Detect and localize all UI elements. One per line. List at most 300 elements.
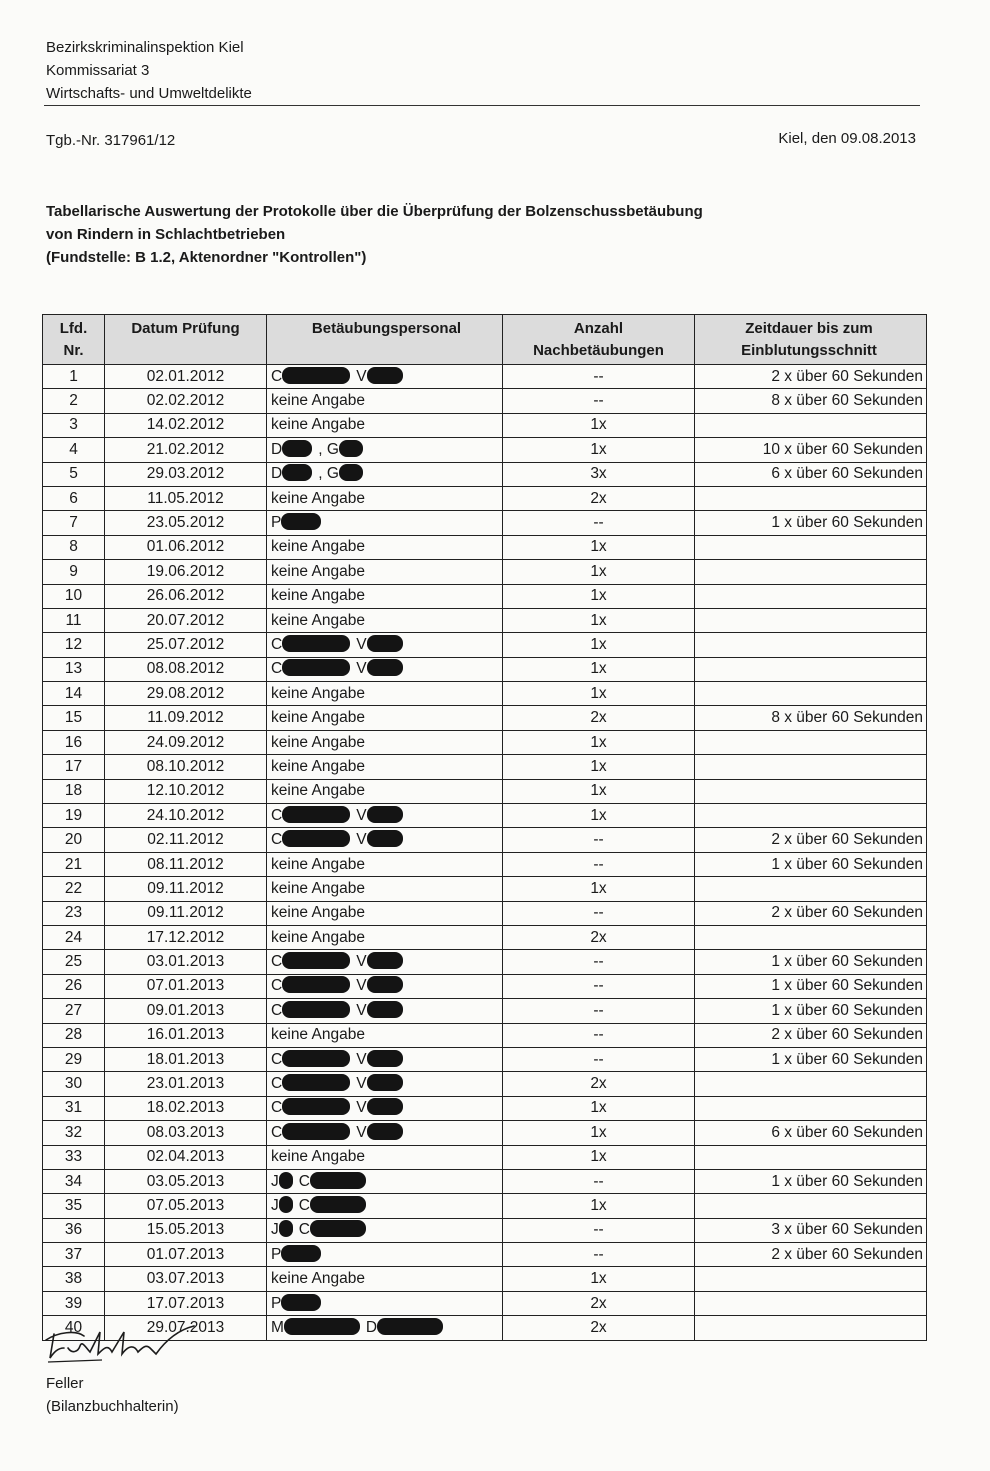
row-count: 1x (503, 1267, 695, 1291)
row-count: 2x (503, 1072, 695, 1096)
personnel-initial: C (271, 1099, 283, 1117)
row-number: 21 (43, 852, 105, 876)
personnel-initial: D (271, 465, 283, 483)
row-personnel (267, 1072, 503, 1096)
row-number: 25 (43, 950, 105, 974)
row-time: 3 x über 60 Sekunden (695, 1218, 927, 1242)
row-time: 10 x über 60 Sekunden (695, 438, 927, 462)
personnel-text: keine Angabe (271, 879, 365, 897)
row-count: -- (503, 511, 695, 535)
redaction-bar (367, 1074, 403, 1091)
table-row (43, 486, 927, 510)
personnel-initial: C (271, 953, 283, 971)
row-count: 2x (503, 486, 695, 510)
redaction-bar (367, 952, 403, 969)
row-number: 31 (43, 1096, 105, 1120)
personnel-initial: C (271, 367, 283, 385)
row-count: 1x (503, 755, 695, 779)
table-row (43, 1169, 927, 1193)
row-number: 38 (43, 1267, 105, 1291)
row-count: 2x (503, 1291, 695, 1315)
row-date: 09.11.2012 (105, 901, 267, 925)
personnel-initial: V (356, 831, 367, 849)
personnel-initial: C (298, 1172, 310, 1190)
redaction-bar (367, 1001, 403, 1018)
row-number: 5 (43, 462, 105, 486)
redaction-bar (367, 367, 403, 384)
table-row (43, 1291, 927, 1315)
row-time (695, 1194, 927, 1218)
row-date: 17.07.2013 (105, 1291, 267, 1315)
redaction-bar (282, 635, 350, 652)
header-nr-line2: Nr. (63, 341, 84, 359)
row-date: 18.01.2013 (105, 1047, 267, 1071)
row-date: 03.07.2013 (105, 1267, 267, 1291)
redaction-bar (282, 1074, 350, 1091)
row-personnel (267, 1096, 503, 1120)
row-count: 1x (503, 1096, 695, 1120)
row-personnel (267, 560, 503, 584)
personnel-text: keine Angabe (271, 611, 365, 629)
row-number: 13 (43, 657, 105, 681)
personnel-text: keine Angabe (271, 855, 365, 873)
row-date: 23.05.2012 (105, 511, 267, 535)
row-date: 01.06.2012 (105, 535, 267, 559)
personnel-text: keine Angabe (271, 928, 365, 946)
row-date: 12.10.2012 (105, 779, 267, 803)
personnel-text: keine Angabe (271, 538, 365, 556)
row-date: 24.09.2012 (105, 730, 267, 754)
redaction-bar (367, 1123, 403, 1140)
row-number: 12 (43, 633, 105, 657)
personnel-initial: C (298, 1221, 310, 1239)
row-count: 2x (503, 706, 695, 730)
row-time (695, 804, 927, 828)
redaction-bar (282, 976, 350, 993)
row-number: 40 (43, 1316, 105, 1340)
header-time-line1: Zeitdauer bis zum (745, 319, 873, 337)
letterhead (46, 36, 252, 105)
row-count: 1x (503, 584, 695, 608)
row-date: 03.01.2013 (105, 950, 267, 974)
table-row (43, 584, 927, 608)
personnel-initial: C (271, 1075, 283, 1093)
personnel-initial: C (271, 660, 283, 678)
header-time (695, 315, 927, 365)
title-line3: (Fundstelle: B 1.2, Aktenordner "Kontrollen") (46, 249, 367, 266)
row-count: 3x (503, 462, 695, 486)
row-personnel (267, 486, 503, 510)
row-number: 15 (43, 706, 105, 730)
row-number: 6 (43, 486, 105, 510)
row-count: -- (503, 1243, 695, 1267)
row-time (695, 1316, 927, 1340)
row-number: 29 (43, 1047, 105, 1071)
row-number: 1 (43, 365, 105, 389)
personnel-initial: V (356, 977, 367, 995)
evaluation-table (42, 314, 927, 1341)
row-number: 37 (43, 1243, 105, 1267)
row-personnel (267, 1023, 503, 1047)
redaction-bar (310, 1172, 366, 1189)
row-personnel (267, 1218, 503, 1242)
table-row (43, 365, 927, 389)
personnel-initial: C (271, 806, 283, 824)
personnel-initial: P (271, 514, 282, 532)
row-time: 2 x über 60 Sekunden (695, 1023, 927, 1047)
row-count: 2x (503, 1316, 695, 1340)
row-time (695, 560, 927, 584)
row-personnel (267, 1267, 503, 1291)
row-number: 23 (43, 901, 105, 925)
row-personnel (267, 413, 503, 437)
signatory-role: (Bilanzbuchhalterin) (46, 1398, 179, 1415)
title-line2: von Rindern in Schlachtbetrieben (46, 226, 286, 243)
row-personnel (267, 925, 503, 949)
row-time (695, 779, 927, 803)
row-time: 2 x über 60 Sekunden (695, 901, 927, 925)
row-count: 1x (503, 1194, 695, 1218)
row-number: 11 (43, 608, 105, 632)
table-row (43, 608, 927, 632)
row-count: 1x (503, 535, 695, 559)
table-row (43, 657, 927, 681)
personnel-text: keine Angabe (271, 1270, 365, 1288)
row-personnel (267, 852, 503, 876)
row-count: 1x (503, 1121, 695, 1145)
redaction-bar (281, 1294, 321, 1311)
row-date: 24.10.2012 (105, 804, 267, 828)
row-number: 16 (43, 730, 105, 754)
row-date: 18.02.2013 (105, 1096, 267, 1120)
row-time: 1 x über 60 Sekunden (695, 511, 927, 535)
row-personnel (267, 950, 503, 974)
personnel-initial: P (271, 1245, 282, 1263)
row-count: -- (503, 999, 695, 1023)
table-row (43, 560, 927, 584)
table-row (43, 1121, 927, 1145)
row-time (695, 730, 927, 754)
table-row (43, 535, 927, 559)
row-time: 1 x über 60 Sekunden (695, 852, 927, 876)
row-time (695, 877, 927, 901)
redaction-bar (282, 1098, 350, 1115)
redaction-bar (310, 1220, 366, 1237)
table-row (43, 389, 927, 413)
personnel-initial: V (356, 1001, 367, 1019)
row-time: 1 x über 60 Sekunden (695, 1169, 927, 1193)
title-line1: Tabellarische Auswertung der Protokolle über die Überprüfung der Bolzenschussbetäubung (46, 203, 703, 220)
row-time (695, 486, 927, 510)
table-row (43, 999, 927, 1023)
row-count: 1x (503, 1145, 695, 1169)
row-count: -- (503, 389, 695, 413)
place-date: Kiel, den 09.08.2013 (778, 130, 916, 147)
row-date: 02.01.2012 (105, 365, 267, 389)
row-time: 8 x über 60 Sekunden (695, 706, 927, 730)
personnel-initial: M (271, 1318, 284, 1336)
table-row (43, 706, 927, 730)
row-time (695, 608, 927, 632)
personnel-text: keine Angabe (271, 1026, 365, 1044)
row-number: 10 (43, 584, 105, 608)
header-nr-line1: Lfd. (59, 319, 88, 337)
row-personnel (267, 511, 503, 535)
row-time: 2 x über 60 Sekunden (695, 828, 927, 852)
row-personnel (267, 389, 503, 413)
redaction-bar (282, 440, 312, 457)
row-count: -- (503, 1047, 695, 1071)
header-nr (43, 315, 105, 365)
row-date: 15.05.2013 (105, 1218, 267, 1242)
row-date: 11.09.2012 (105, 706, 267, 730)
row-date: 20.07.2012 (105, 608, 267, 632)
redaction-bar (282, 806, 350, 823)
row-count: -- (503, 1218, 695, 1242)
row-time (695, 1096, 927, 1120)
table-row (43, 730, 927, 754)
table-row (43, 1267, 927, 1291)
row-number: 18 (43, 779, 105, 803)
row-date: 16.01.2013 (105, 1023, 267, 1047)
redaction-bar (282, 952, 350, 969)
row-time (695, 1291, 927, 1315)
row-personnel (267, 584, 503, 608)
row-time (695, 682, 927, 706)
row-personnel (267, 1243, 503, 1267)
personnel-initial: C (271, 1123, 283, 1141)
row-number: 24 (43, 925, 105, 949)
personnel-text: keine Angabe (271, 733, 365, 751)
row-date: 26.06.2012 (105, 584, 267, 608)
row-date: 01.07.2013 (105, 1243, 267, 1267)
personnel-initial: D (365, 1318, 378, 1336)
row-number: 7 (43, 511, 105, 535)
letterhead-line2: Kommissariat 3 (46, 62, 150, 79)
table-row (43, 1096, 927, 1120)
row-personnel (267, 1145, 503, 1169)
row-time: 1 x über 60 Sekunden (695, 950, 927, 974)
personnel-initial: G (326, 465, 339, 483)
row-date: 29.08.2012 (105, 682, 267, 706)
personnel-initial: C (298, 1196, 310, 1214)
redaction-bar (367, 635, 403, 652)
row-personnel (267, 999, 503, 1023)
header-count-line2: Nachbetäubungen (533, 341, 664, 359)
row-count: 1x (503, 413, 695, 437)
row-date: 09.01.2013 (105, 999, 267, 1023)
redaction-bar (367, 976, 403, 993)
row-date: 08.11.2012 (105, 852, 267, 876)
personnel-initial: V (356, 806, 367, 824)
row-number: 39 (43, 1291, 105, 1315)
row-date: 08.10.2012 (105, 755, 267, 779)
row-date: 07.01.2013 (105, 974, 267, 998)
row-personnel (267, 1316, 503, 1340)
row-number: 8 (43, 535, 105, 559)
redaction-bar (367, 1050, 403, 1067)
table-row (43, 877, 927, 901)
row-time: 1 x über 60 Sekunden (695, 1047, 927, 1071)
header-count (503, 315, 695, 365)
table-row (43, 438, 927, 462)
row-number: 33 (43, 1145, 105, 1169)
row-number: 17 (43, 755, 105, 779)
row-count: -- (503, 901, 695, 925)
table-row (43, 1145, 927, 1169)
redaction-bar (282, 830, 350, 847)
row-count: -- (503, 365, 695, 389)
personnel-initial: C (271, 977, 283, 995)
row-time: 6 x über 60 Sekunden (695, 1121, 927, 1145)
personnel-text: keine Angabe (271, 757, 365, 775)
redaction-bar (282, 659, 350, 676)
row-personnel (267, 535, 503, 559)
row-time (695, 633, 927, 657)
personnel-text: keine Angabe (271, 587, 365, 605)
table-row (43, 755, 927, 779)
row-date: 19.06.2012 (105, 560, 267, 584)
row-date: 08.08.2012 (105, 657, 267, 681)
redaction-bar (281, 1245, 321, 1262)
redaction-bar (282, 367, 350, 384)
header-date: Datum Prüfung (105, 315, 267, 365)
table-row (43, 925, 927, 949)
table-row (43, 804, 927, 828)
row-date: 14.02.2012 (105, 413, 267, 437)
header-divider (44, 105, 920, 106)
row-count: 1x (503, 877, 695, 901)
table-row (43, 1218, 927, 1242)
personnel-initial: G (326, 440, 339, 458)
row-number: 35 (43, 1194, 105, 1218)
row-count: 1x (503, 633, 695, 657)
row-date: 09.11.2012 (105, 877, 267, 901)
personnel-text: keine Angabe (271, 709, 365, 727)
personnel-text: keine Angabe (271, 562, 365, 580)
row-time (695, 535, 927, 559)
row-date: 07.05.2013 (105, 1194, 267, 1218)
row-date: 25.07.2012 (105, 633, 267, 657)
redaction-bar (367, 806, 403, 823)
personnel-text: keine Angabe (271, 684, 365, 702)
row-personnel (267, 901, 503, 925)
row-time: 1 x über 60 Sekunden (695, 999, 927, 1023)
row-personnel (267, 755, 503, 779)
row-time (695, 413, 927, 437)
row-date: 02.02.2012 (105, 389, 267, 413)
signatory-name: Feller (46, 1375, 84, 1392)
row-personnel: D , G (267, 462, 503, 486)
table-row (43, 779, 927, 803)
row-count: 1x (503, 438, 695, 462)
signature-scribble (38, 1318, 208, 1368)
row-number: 3 (43, 413, 105, 437)
row-number: 28 (43, 1023, 105, 1047)
row-personnel (267, 730, 503, 754)
row-date: 02.11.2012 (105, 828, 267, 852)
table-row (43, 633, 927, 657)
row-personnel (267, 1047, 503, 1071)
row-personnel (267, 1169, 503, 1193)
personnel-text: keine Angabe (271, 1148, 365, 1166)
row-count: -- (503, 852, 695, 876)
personnel-initial: D (271, 440, 283, 458)
redaction-bar (367, 1098, 403, 1115)
letterhead-line1: Bezirkskriminalinspektion Kiel (46, 39, 244, 56)
row-number: 26 (43, 974, 105, 998)
row-time (695, 925, 927, 949)
row-number: 9 (43, 560, 105, 584)
table-row (43, 852, 927, 876)
personnel-initial: V (356, 1099, 367, 1117)
redaction-bar (339, 464, 363, 481)
row-personnel (267, 657, 503, 681)
row-personnel (267, 608, 503, 632)
row-time: 1 x über 60 Sekunden (695, 974, 927, 998)
row-count: 1x (503, 779, 695, 803)
signature (38, 1318, 208, 1373)
row-time (695, 657, 927, 681)
personnel-text: keine Angabe (271, 392, 365, 410)
redaction-bar (282, 1001, 350, 1018)
row-number: 20 (43, 828, 105, 852)
personnel-initial: C (271, 831, 283, 849)
personnel-initial: C (271, 1001, 283, 1019)
personnel-text: keine Angabe (271, 782, 365, 800)
redaction-bar (367, 659, 403, 676)
row-date: 21.02.2012 (105, 438, 267, 462)
personnel-initial: V (356, 1075, 367, 1093)
personnel-initial: V (356, 660, 367, 678)
row-personnel: D , G (267, 438, 503, 462)
row-time: 2 x über 60 Sekunden (695, 365, 927, 389)
row-date: 08.03.2013 (105, 1121, 267, 1145)
redaction-bar (281, 513, 321, 530)
row-count: 2x (503, 925, 695, 949)
personnel-initial: V (356, 367, 367, 385)
row-number: 32 (43, 1121, 105, 1145)
personnel-initial: C (271, 635, 283, 653)
row-personnel (267, 1121, 503, 1145)
personnel-initial: J (271, 1221, 279, 1239)
row-personnel (267, 779, 503, 803)
row-count: 1x (503, 730, 695, 754)
table-row (43, 1194, 927, 1218)
table-row (43, 901, 927, 925)
redaction-bar (339, 440, 363, 457)
row-time: 6 x über 60 Sekunden (695, 462, 927, 486)
row-personnel (267, 1194, 503, 1218)
row-number: 30 (43, 1072, 105, 1096)
row-personnel (267, 974, 503, 998)
row-time: 8 x über 60 Sekunden (695, 389, 927, 413)
row-number: 14 (43, 682, 105, 706)
row-count: 1x (503, 657, 695, 681)
row-personnel (267, 877, 503, 901)
row-number: 2 (43, 389, 105, 413)
row-number: 34 (43, 1169, 105, 1193)
table-row (43, 1047, 927, 1071)
redaction-bar (279, 1172, 293, 1189)
row-time (695, 584, 927, 608)
redaction-bar (282, 464, 312, 481)
row-date: 29.03.2012 (105, 462, 267, 486)
row-number: 27 (43, 999, 105, 1023)
personnel-initial: V (356, 1123, 367, 1141)
personnel-initial: J (271, 1172, 279, 1190)
redaction-bar (367, 830, 403, 847)
